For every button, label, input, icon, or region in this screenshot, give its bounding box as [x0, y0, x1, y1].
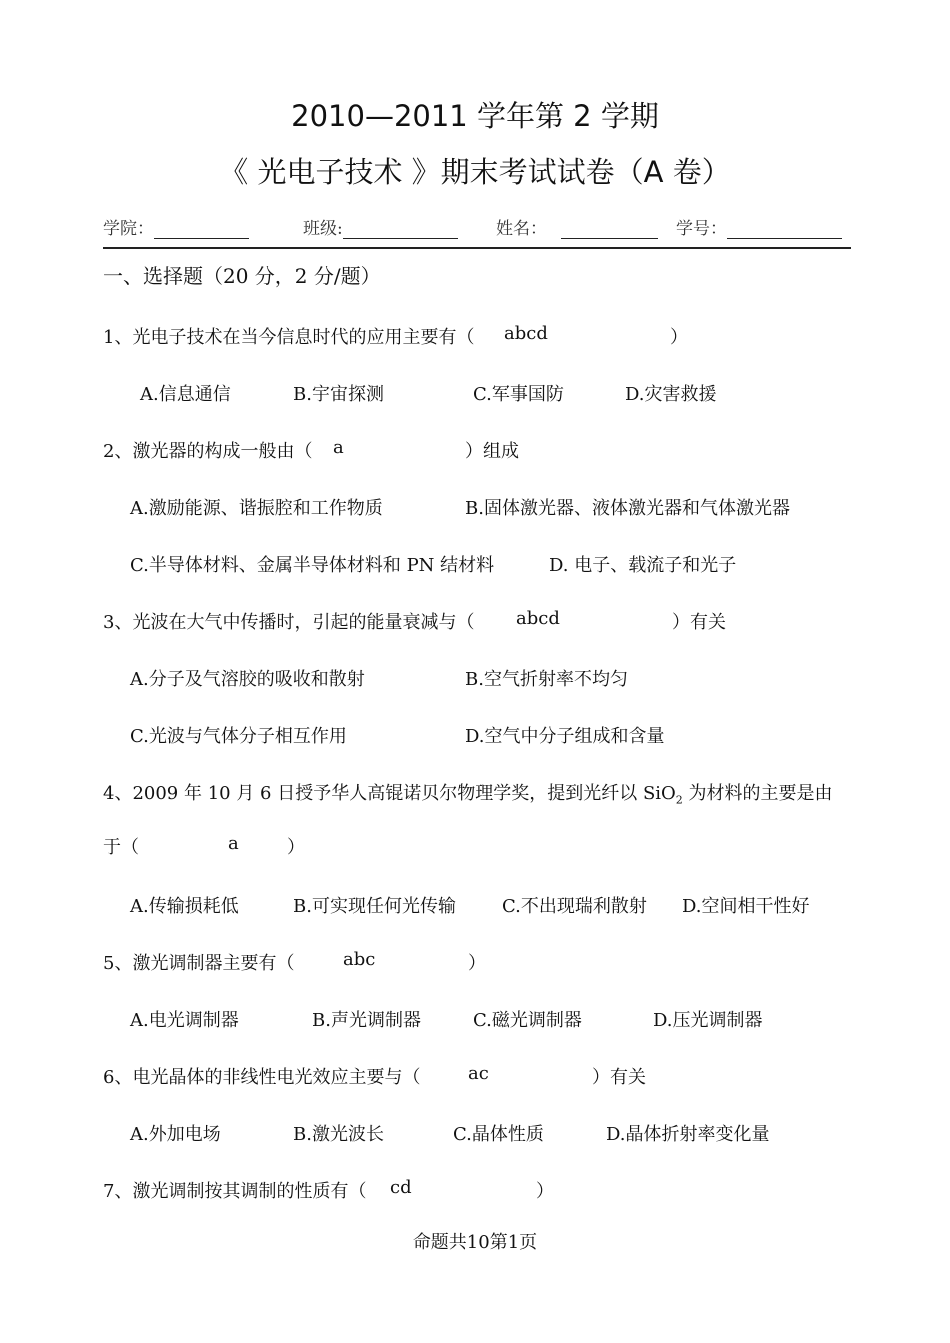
- q3-option-a: A.分子及气溶胶的吸收和散射: [130, 669, 365, 690]
- answer-4: a: [228, 833, 239, 854]
- q6-option-c: C.晶体性质: [453, 1124, 544, 1145]
- name-blank: [561, 220, 658, 239]
- q2-option-a: A.激励能源、谐振腔和工作物质: [130, 498, 383, 519]
- q1-option-a: A.信息通信: [140, 384, 231, 405]
- q5-option-a: A.电光调制器: [130, 1010, 239, 1031]
- q1-option-c: C.军事国防: [473, 384, 564, 405]
- paren-close-7: ）: [536, 1181, 554, 1202]
- q4-option-a: A.传输损耗低: [130, 896, 239, 917]
- name-field: [496, 214, 658, 239]
- question-stem: 1、光电子技术在当今信息时代的应用主要有（: [103, 327, 475, 348]
- q2-option-d: D. 电子、载流子和光子: [549, 555, 737, 576]
- q6-option-b: B.激光波长: [293, 1124, 384, 1145]
- class-field: [303, 214, 458, 239]
- question-stem: 5、激光调制器主要有（: [103, 953, 295, 974]
- college-label: 学院：: [103, 219, 154, 239]
- paren-close-4: ）: [287, 837, 305, 858]
- question-stem: 于（: [103, 837, 139, 858]
- answer-5: abc: [343, 949, 376, 970]
- question-stem: 7、激光调制按其调制的性质有（: [103, 1181, 367, 1202]
- question-stem: 6、电光晶体的非线性电光效应主要与（: [103, 1067, 421, 1088]
- answer-2: a: [333, 437, 344, 458]
- q2-option-c: C.半导体材料、金属半导体材料和 PN 结材料: [130, 555, 495, 576]
- question-6: [103, 1063, 420, 1089]
- question-stem: 4、2009 年 10 月 6 日授予华人高锟诺贝尔物理学奖，提到光纤以 SiO: [103, 783, 676, 804]
- paren-close-5: ）: [468, 953, 486, 974]
- section-title: 一、选择题（20 分，2 分/题）: [103, 264, 381, 288]
- college-field: [103, 214, 249, 239]
- class-blank: [343, 220, 458, 239]
- paren-close-1: ）: [670, 327, 688, 348]
- college-blank: [154, 220, 249, 239]
- q3-option-b: B.空气折射率不均匀: [465, 669, 628, 690]
- q5-option-c: C.磁光调制器: [473, 1010, 582, 1031]
- question-3: [103, 608, 474, 634]
- exam-term-title: 2010—2011 学年第 2 学期: [291, 99, 659, 133]
- q2-option-b: B.固体激光器、液体激光器和气体激光器: [465, 498, 790, 519]
- paren-close-3: ）有关: [672, 612, 726, 633]
- q6-option-d: D.晶体折射率变化量: [606, 1124, 770, 1145]
- exam-paper-title: 《 光电子技术 》期末考试试卷（A 卷）: [219, 155, 731, 189]
- question-4: [103, 779, 833, 807]
- paren-close-2: ）组成: [465, 441, 519, 462]
- answer-7: cd: [390, 1177, 412, 1198]
- header-divider: [103, 247, 851, 249]
- question-4-line2: [103, 833, 139, 859]
- q3-option-c: C.光波与气体分子相互作用: [130, 726, 347, 747]
- student-id-blank: [727, 220, 842, 239]
- q4-option-d: D.空间相干性好: [682, 896, 810, 917]
- q1-option-d: D.灾害救援: [625, 384, 717, 405]
- paren-close-6: ）有关: [592, 1067, 646, 1088]
- q1-option-b: B.宇宙探测: [293, 384, 384, 405]
- question-stem-cont: 为材料的主要是由: [682, 783, 833, 804]
- student-id-field: [676, 214, 842, 239]
- q3-option-d: D.空气中分子组成和含量: [465, 726, 665, 747]
- name-label: 姓名：: [496, 219, 547, 239]
- question-2: [103, 437, 312, 463]
- subscript-2: 2: [675, 793, 683, 807]
- question-1: [103, 323, 474, 349]
- question-5: [103, 949, 294, 975]
- question-stem: 2、激光器的构成一般由（: [103, 441, 313, 462]
- answer-6: ac: [468, 1063, 489, 1084]
- class-label: 班级:: [303, 219, 343, 239]
- q6-option-a: A.外加电场: [130, 1124, 221, 1145]
- q4-option-b: B.可实现任何光传输: [293, 896, 456, 917]
- answer-1: abcd: [504, 323, 548, 344]
- question-7: [103, 1177, 366, 1203]
- answer-3: abcd: [516, 608, 560, 629]
- page-footer: 命题共10第1页: [412, 1232, 538, 1253]
- q5-option-b: B.声光调制器: [312, 1010, 421, 1031]
- q4-option-c: C.不出现瑞利散射: [502, 896, 647, 917]
- question-stem: 3、光波在大气中传播时，引起的能量衰减与（: [103, 612, 475, 633]
- q5-option-d: D.压光调制器: [653, 1010, 763, 1031]
- student-id-label: 学号：: [676, 219, 727, 239]
